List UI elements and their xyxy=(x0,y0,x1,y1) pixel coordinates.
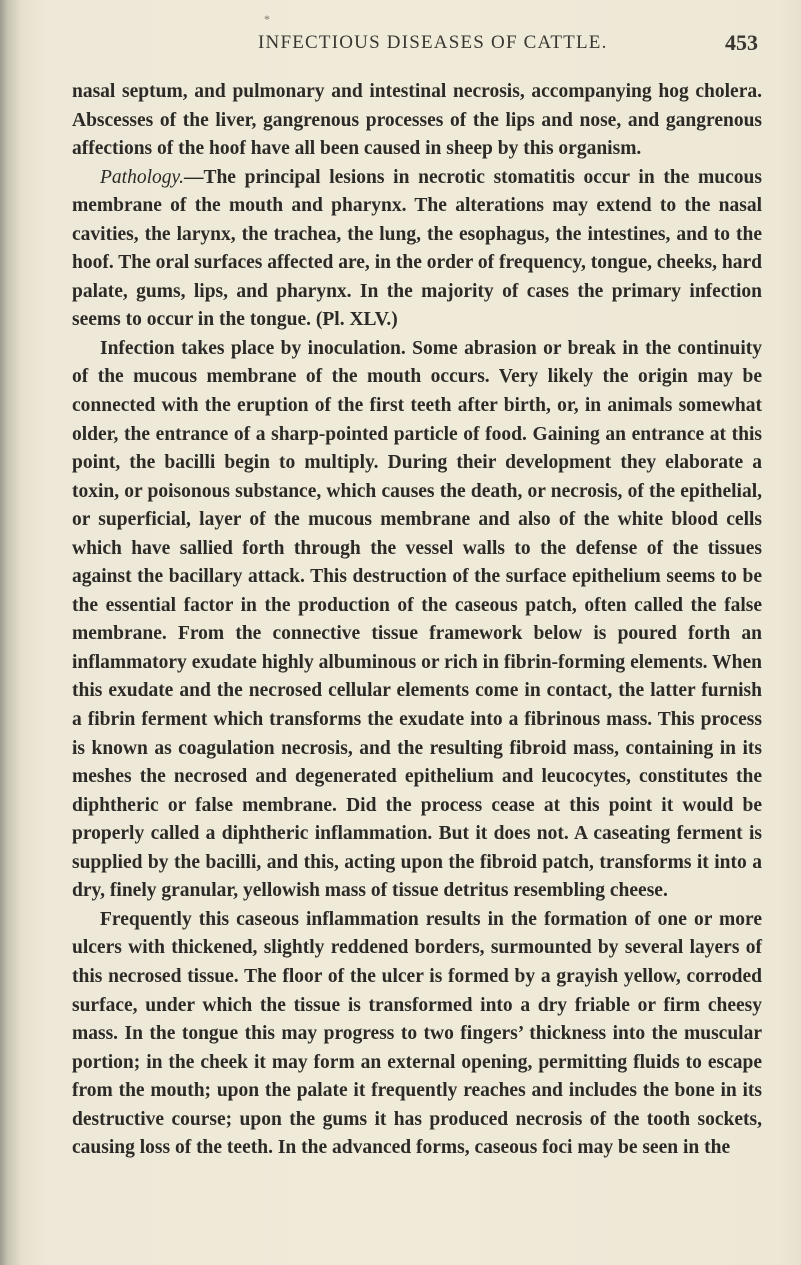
section-heading: Pathology. xyxy=(100,166,184,188)
page-header xyxy=(258,30,758,58)
page-number: 453 xyxy=(725,30,758,55)
paragraph-text: —The principal lesions in necrotic stomatitis occur in the mucous membrane of the mouth and pharynx. The alterations may extend to the nasal cavities, the larynx, the trachea, the lung, the esophagus, the intestines, and to the hoof. The oral surfaces affected are, in the order of frequency, tongue, cheeks, hard palate, gums, lips, and pharynx. In the majority of cases the primary infection seems to occur in the tongue. (Pl. XLV.) xyxy=(72,166,762,331)
running-head: INFECTIOUS DISEASES OF CATTLE. xyxy=(258,32,608,53)
paragraph xyxy=(72,164,762,335)
paragraph xyxy=(72,906,762,1163)
body-text xyxy=(72,78,762,1163)
paragraph-text: Infection takes place by inoculation. Some abrasion or break in the continuity of the mucous membrane of the mouth occurs. Very likely the origin may be connected with the eruption of the first teeth after birth, or, in animals somewhat older, the entrance of a sharp-pointed particle of food. Gaining an entrance at this point, the bacilli begin to multiply. During their development they elaborate a toxin, or poisonous substance, which causes the death, or necrosis, of the epithelial, or superficial, layer of the mucous membrane and also of the white blood cells which have sallied forth through the vessel walls to the defense of the tissues against the bacillary attack. This destruction of the surface epithelium seems to be the essential factor in the production of the caseous patch, often called the false membrane. From the connective tissue framework below is poured forth an inflammatory exudate highly albuminous or rich in fibrin-forming elements. When this exudate and the necrosed cellular elements come in contact, the latter furnish a fibrin ferment which transforms the exudate into a fibrinous mass. This process is known as coagulation necrosis, and the resulting fibroid mass, containing in its meshes the necrosed and degenerated epithelium and leucocytes, constitutes the diphtheric or false membrane. Did the process cease at this point it would be properly called a diphtheric inflammation. But it does not. A caseating ferment is supplied by the bacilli, and this, acting upon the fibroid patch, transforms it into a dry, finely granular, yellowish mass of tissue detritus resembling cheese. xyxy=(72,337,762,902)
printer-mark: * xyxy=(264,12,270,26)
paragraph-text: Frequently this caseous inflammation results in the formation of one or more ulcers with thickened, slightly reddened borders, surmounted by several layers of this necrosed tissue. The floor of the ulcer is formed by a grayish yellow, corroded surface, under which the tissue is transformed into a dry friable or firm cheesy mass. In the tongue this may progress to two fingers’ thickness into the muscular portion; in the cheek it may form an external opening, permitting fluids to escape from the mouth; upon the palate it frequently reaches and includes the bone in its destructive course; upon the gums it has produced necrosis of the tooth sockets, causing loss of the teeth. In the advanced forms, caseous foci may be seen in the xyxy=(72,908,762,1159)
paragraph xyxy=(72,335,762,906)
paragraph-text: nasal septum, and pulmonary and intestinal necrosis, accompanying hog cholera. Abscesses of the liver, gangrenous processes of the lips and nose, and gangrenous affections of the hoof have all been caused in sheep by this organism. xyxy=(72,81,762,160)
paragraph xyxy=(72,78,762,164)
